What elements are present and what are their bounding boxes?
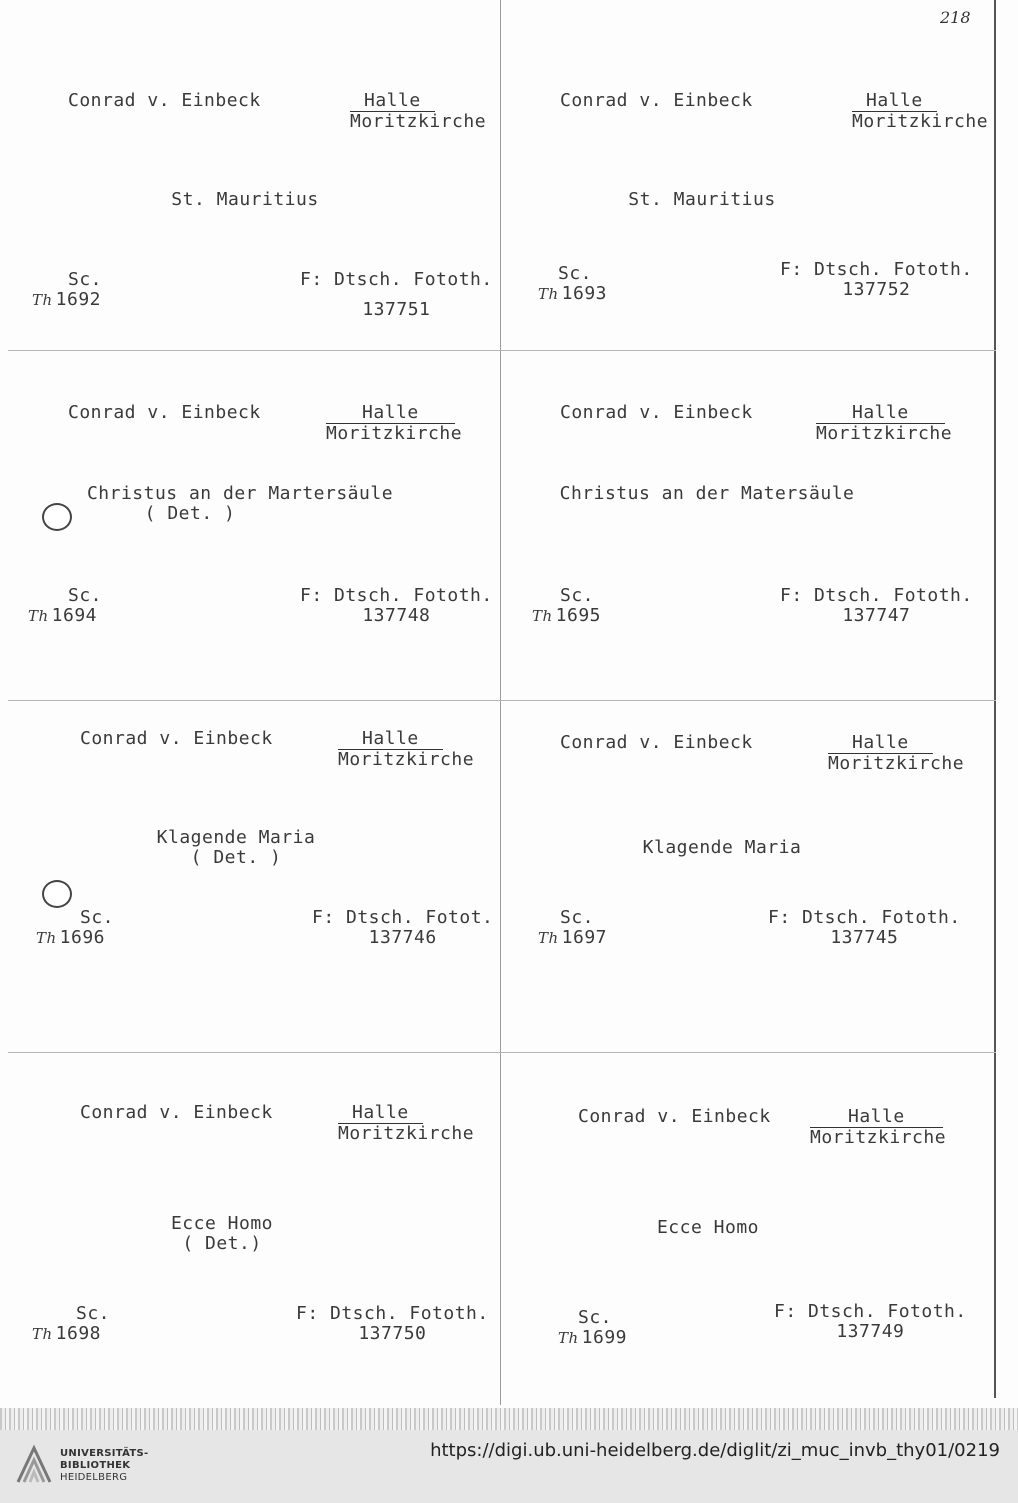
artwork-title <box>507 484 907 504</box>
photo-source: F: Dtsch. Fototh. <box>780 585 973 606</box>
photo-archive <box>300 270 493 320</box>
catalog-card <box>10 702 500 1042</box>
location <box>810 1106 946 1148</box>
artist-name: Conrad v. Einbeck <box>578 1106 771 1127</box>
photo-source: F: Dtsch. Fototh. <box>768 907 961 928</box>
photo-source: F: Dtsch. Fototh. <box>300 585 493 606</box>
location <box>828 732 964 774</box>
shelf-signature <box>558 1308 627 1348</box>
photo-number: 137748 <box>362 605 431 626</box>
title-line: Ecce Homo <box>170 1213 274 1234</box>
church: Moritzkirche <box>338 749 475 770</box>
artist-name: Conrad v. Einbeck <box>80 728 273 749</box>
church: Moritzkirche <box>350 111 487 132</box>
sc-number: 1694 <box>51 605 98 626</box>
title-line: ( Det. ) <box>190 847 282 868</box>
card-divider-horizontal <box>8 700 996 701</box>
library-name-line: UNIVERSITÄTS- <box>60 1448 149 1459</box>
location <box>338 1102 474 1144</box>
photo-number: 137749 <box>836 1321 905 1342</box>
photo-source: F: Dtsch. Fototh. <box>300 269 493 290</box>
church: Moritzkirche <box>852 111 989 132</box>
sc-number: 1699 <box>581 1327 628 1348</box>
card-divider-horizontal <box>8 350 996 351</box>
location <box>852 90 988 132</box>
photo-archive <box>780 260 973 300</box>
sc-number: 1692 <box>55 289 102 310</box>
catalog-card <box>10 1054 500 1394</box>
photo-archive <box>774 1302 967 1342</box>
sc-label: Sc. <box>76 1303 111 1324</box>
handwritten-prefix: Th <box>32 1325 53 1343</box>
scan-edge-strip <box>0 1408 1018 1430</box>
catalog-card <box>502 0 992 340</box>
artwork-title <box>502 190 902 210</box>
artist-name: Conrad v. Einbeck <box>560 402 753 423</box>
city: Halle <box>852 91 937 112</box>
city: Halle <box>338 1103 423 1124</box>
handwritten-prefix: Th <box>532 607 553 625</box>
shelf-signature <box>36 908 114 948</box>
handwritten-prefix: Th <box>36 929 57 947</box>
shelf-signature <box>32 270 102 310</box>
location <box>350 90 486 132</box>
title-line: Klagende Maria <box>642 837 802 858</box>
location <box>326 402 462 444</box>
handwritten-prefix: Th <box>32 291 53 309</box>
photo-source: F: Dtsch. Fototh. <box>774 1301 967 1322</box>
handwritten-prefix: Th <box>28 607 49 625</box>
church: Moritzkirche <box>828 753 965 774</box>
artwork-title <box>22 1214 422 1254</box>
card-divider-horizontal <box>8 1052 996 1053</box>
shelf-signature <box>32 1304 110 1344</box>
catalog-card <box>502 702 992 1042</box>
sheet-edge <box>994 0 996 1398</box>
photo-archive <box>300 586 493 626</box>
sc-label: Sc. <box>68 269 103 290</box>
location <box>338 728 474 770</box>
church: Moritzkirche <box>338 1123 475 1144</box>
photo-source: F: Dtsch. Fotot. <box>312 907 494 928</box>
photo-number: 137747 <box>842 605 911 626</box>
handwritten-prefix: Th <box>558 1329 579 1347</box>
artwork-title <box>40 484 440 524</box>
catalog-card <box>502 352 992 692</box>
catalog-card <box>10 352 500 692</box>
photo-number: 137750 <box>358 1323 427 1344</box>
card-divider-vertical <box>500 0 501 1405</box>
sc-label: Sc. <box>68 585 103 606</box>
sc-number: 1696 <box>59 927 106 948</box>
city: Halle <box>338 729 443 750</box>
artwork-title <box>522 838 922 858</box>
location <box>816 402 952 444</box>
title-line: Christus an der Matersäule <box>559 483 855 504</box>
city: Halle <box>350 91 435 112</box>
photo-source: F: Dtsch. Fototh. <box>296 1303 489 1324</box>
library-name-line: HEIDELBERG <box>60 1472 128 1483</box>
city: Halle <box>816 403 945 424</box>
library-name <box>60 1448 149 1484</box>
sc-number: 1698 <box>55 1323 102 1344</box>
artist-name: Conrad v. Einbeck <box>560 732 753 753</box>
sc-number: 1693 <box>561 283 608 304</box>
artist-name: Conrad v. Einbeck <box>560 90 753 111</box>
photo-number: 137752 <box>842 279 911 300</box>
city: Halle <box>810 1107 943 1128</box>
artwork-title <box>45 190 445 210</box>
artist-name: Conrad v. Einbeck <box>68 402 261 423</box>
sc-number: 1695 <box>555 605 602 626</box>
artwork-title <box>36 828 436 868</box>
artwork-title <box>508 1218 908 1238</box>
church: Moritzkirche <box>816 423 953 444</box>
page-number: 218 <box>940 8 971 27</box>
sc-number: 1697 <box>561 927 608 948</box>
handwritten-prefix: Th <box>538 929 559 947</box>
shelf-signature <box>538 264 607 304</box>
library-logo-icon <box>14 1442 54 1488</box>
church: Moritzkirche <box>810 1127 947 1148</box>
artist-name: Conrad v. Einbeck <box>68 90 261 111</box>
sc-label: Sc. <box>558 263 593 284</box>
photo-source: F: Dtsch. Fototh. <box>780 259 973 280</box>
sc-label: Sc. <box>578 1307 613 1328</box>
photo-number: 137751 <box>362 299 431 320</box>
shelf-signature <box>28 586 102 626</box>
handwritten-prefix: Th <box>538 285 559 303</box>
shelf-signature <box>538 908 607 948</box>
photo-archive <box>312 908 493 948</box>
title-line: Christus an der Martersäule <box>86 483 394 504</box>
shelf-signature <box>532 586 601 626</box>
title-line: St. Mauritius <box>171 189 319 210</box>
church: Moritzkirche <box>326 423 463 444</box>
catalog-card <box>502 1054 992 1394</box>
city: Halle <box>828 733 933 754</box>
title-line: St. Mauritius <box>628 189 776 210</box>
title-line: Klagende Maria <box>156 827 316 848</box>
sc-label: Sc. <box>80 907 115 928</box>
photo-number: 137745 <box>830 927 899 948</box>
sc-label: Sc. <box>560 585 595 606</box>
artist-name: Conrad v. Einbeck <box>80 1102 273 1123</box>
document-url[interactable]: https://digi.ub.uni-heidelberg.de/diglit/zi_muc_invb_thy01/0219 <box>430 1440 1000 1461</box>
sc-label: Sc. <box>560 907 595 928</box>
library-name-line: BIBLIOTHEK <box>60 1460 131 1471</box>
title-line: Ecce Homo <box>656 1217 760 1238</box>
photo-archive <box>780 586 973 626</box>
catalog-card <box>10 0 500 340</box>
title-line: ( Det.) <box>182 1233 262 1254</box>
title-line: ( Det. ) <box>144 503 236 524</box>
library-footer <box>0 1430 1018 1503</box>
photo-number: 137746 <box>368 927 437 948</box>
photo-archive <box>768 908 961 948</box>
photo-archive <box>296 1304 489 1344</box>
city: Halle <box>326 403 455 424</box>
